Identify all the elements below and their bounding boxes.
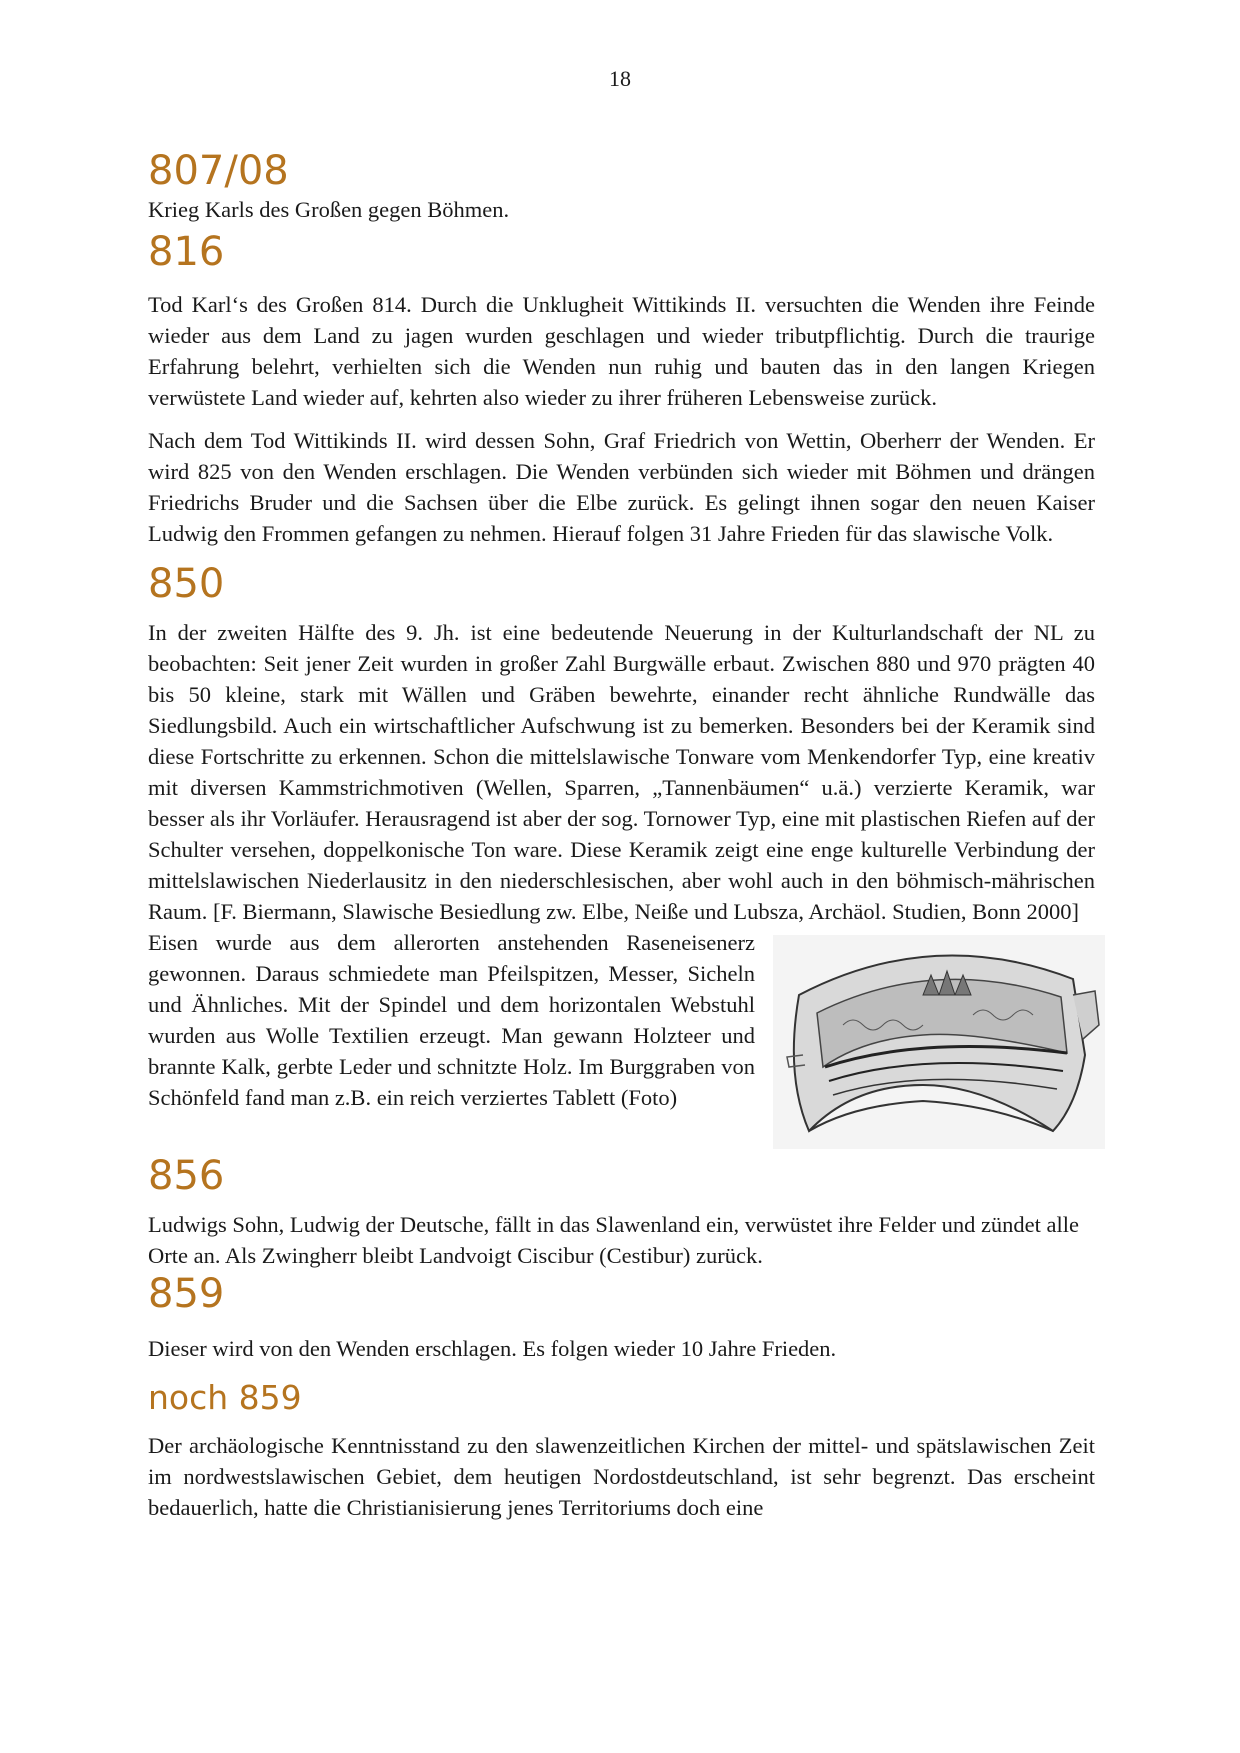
document-body: [148, 148, 1095, 1523]
paragraph-850-1: In der zweiten Hälfte des 9. Jh. ist eine bedeutende Neuerung in der Kulturlandschaft der NL zu beobachten: Seit jener Zeit wurden in großer Zahl Burgwälle erbaut. Zwischen 880 und 970 prägten 40 bis 50 kleine, stark mit Wällen und Gräben bewehrte, einander recht ähnliche Rundwälle das Siedlungsbild. Auch ein wirtschaftlicher Aufschwung ist zu bemerken. Besonders bei der Keramik sind diese Fortschritte zu erkennen. Schon die mittelslawische Tonware vom Menkendorfer Typ, eine kreativ mit diversen Kammstrichmotiven (Wellen, Sparren, „Tannenbäumen“ u.ä.) verzierte Keramik, war besser als ihr Vorläufer. Herausragend ist aber der sog. Tornower Typ, eine mit plastischen Riefen auf der Schulter versehen, doppelkonische Ton ware. Diese Keramik zeigt eine enge kulturelle Verbindung der mittelslawischen Niederlausitz in den niederschlesischen, aber wohl auch in den böhmisch-mährischen Raum. [F. Biermann, Slawische Besiedlung zw. Elbe, Neiße und Lubsza, Archäol. Studien, Bonn 2000]: [148, 620, 1095, 924]
paragraph-859: Dieser wird von den Wenden erschlagen. Es folgen wieder 10 Jahre Frieden.: [148, 1336, 837, 1361]
paragraph-noch-859: Der archäologische Kenntnisstand zu den slawenzeitlichen Kirchen der mittel- und spätslawischen Zeit im nordwestslawischen Gebiet, dem heutigen Nordostdeutschland, ist sehr begrenzt. Das erscheint bedauerlich, hatte die Christianisierung jenes Territoriums doch eine: [148, 1433, 1095, 1520]
tray-drawing: [773, 935, 1105, 1149]
paragraph-816-2: Nach dem Tod Wittikinds II. wird dessen Sohn, Graf Friedrich von Wettin, Oberherr der Wenden. Er wird 825 von den Wenden erschlagen. Die Wenden verbünden sich wieder mit Böhmen und drängen Friedrichs Bruder und die Sachsen über die Elbe zurück. Es gelingt ihnen sogar den neuen Kaiser Ludwig den Frommen gefangen zu nehmen. Hierauf folgen 31 Jahre Frieden für das slawische Volk.: [148, 428, 1095, 546]
year-heading-856: 856: [148, 1153, 225, 1199]
paragraph-850-2: Eisen wurde aus dem allerorten anstehenden Raseneisenerz gewonnen. Daraus schmiedete man Pfeilspitzen, Messer, Sicheln und Ähnliches. Mit der Spindel und dem horizontalen Webstuhl wurden aus Wolle Textilien erzeugt. Man gewann Holzteer und brannte Kalk, gerbte Leder und schnitzte Holz. Im Burggraben von Schönfeld fand man z.B. ein reich verziertes Tablett (Foto): [148, 930, 755, 1110]
year-heading-859: 859: [148, 1271, 225, 1317]
year-heading-850: 850: [148, 561, 225, 607]
year-heading-807: 807/08: [148, 148, 289, 194]
year-heading-noch-859: noch 859: [148, 1378, 302, 1417]
decorated-tray-illustration: [773, 935, 1105, 1149]
text-with-illustration: [148, 927, 1095, 1113]
page-number: 18: [609, 66, 631, 91]
paragraph-807: Krieg Karls des Großen gegen Böhmen.: [148, 197, 510, 222]
paragraph-856: Ludwigs Sohn, Ludwig der Deutsche, fällt in das Slawenland ein, verwüstet ihre Felder und zündet alle Orte an. Als Zwingherr bleibt Landvoigt Ciscibur (Cestibur) zurück.: [148, 1212, 1080, 1268]
paragraph-816-1: Tod Karl‘s des Großen 814. Durch die Unklugheit Wittikinds II. versuchten die Wenden ihre Feinde wieder aus dem Land zu jagen wurden geschlagen und wieder tributpflichtig. Durch die traurige Erfahrung belehrt, verhielten sich die Wenden nun ruhig und bauten das in den langen Kriegen verwüstete Land wieder auf, kehrten also wieder zu ihrer früheren Lebensweise zurück.: [148, 292, 1095, 410]
year-heading-816: 816: [148, 229, 225, 275]
